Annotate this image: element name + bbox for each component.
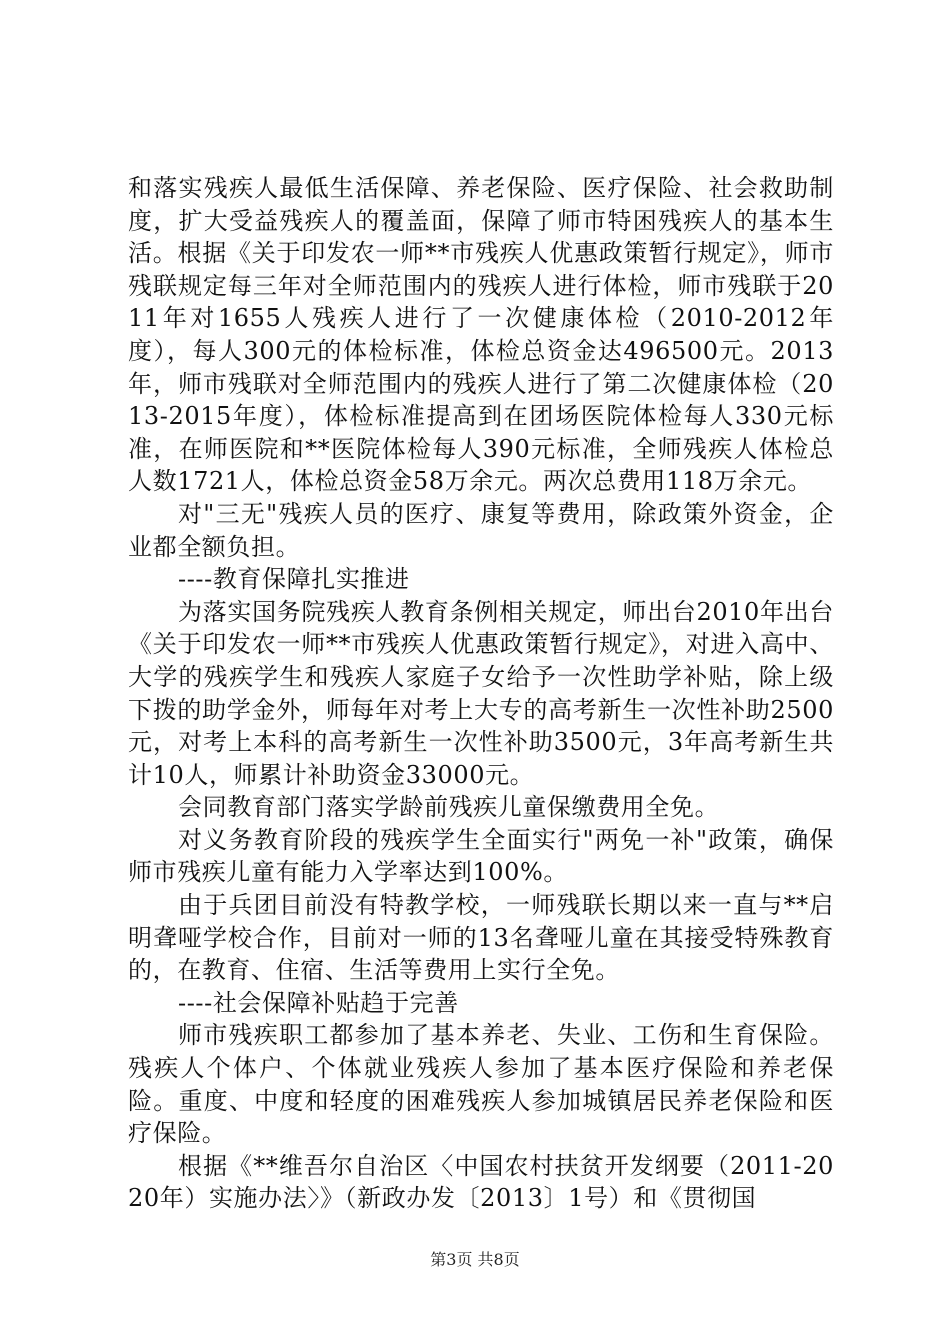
paragraph-education-subsidy: 为落实国务院残疾人教育条例相关规定，师出台2010年出台《关于印发农一师**市残疾人优惠政策暂行规定》，对进入高中、大学的残疾学生和残疾人家庭子女给予一次性助学补贴，除上级下拨的助学金外，师每年对考上大专的高考新生一次性补助2500元，对考上本科的高考新生一次性补助3500元，3年高考新生共计10人，师累计补助资金33000元。 <box>128 597 834 789</box>
page-number-footer: 第3页 共8页 <box>430 1250 520 1269</box>
section-heading-education: ----教育保障扎实推进 <box>178 565 410 594</box>
paragraph-compulsory-education: 对义务教育阶段的残疾学生全面实行"两免一补"政策，确保师市残疾儿童有能力入学率达到100%。 <box>128 825 834 887</box>
paragraph-preschool-fees: 会同教育部门落实学龄前残疾儿童保缴费用全免。 <box>178 793 720 822</box>
paragraph-deaf-school: 由于兵团目前没有特教学校，一师残联长期以来一直与**启明聋哑学校合作，目前对一师的13名聋哑儿童在其接受特殊教育的，在教育、住宿、生活等费用上实行全免。 <box>128 891 834 985</box>
section-heading-social-security: ----社会保障补贴趋于完善 <box>178 988 459 1017</box>
paragraph-three-no-persons: 对"三无"残疾人员的医疗、康复等费用，除政策外资金，企业都全额负担。 <box>128 499 834 561</box>
document-body <box>128 172 834 1215</box>
paragraph-social-insurance: 师市残疾职工都参加了基本养老、失业、工伤和生育保险。残疾人个体户、个体就业残疾人参加了基本医疗保险和养老保险。重度、中度和轻度的困难残疾人参加城镇居民养老保险和医疗保险。 <box>128 1021 834 1148</box>
paragraph-medical-insurance: 和落实残疾人最低生活保障、养老保险、医疗保险、社会救助制度，扩大受益残疾人的覆盖面，保障了师市特困残疾人的基本生活。根据《关于印发农一师**市残疾人优惠政策暂行规定》，师市残联规定每三年对全师范围内的残疾人进行体检，师市残联于2011年对1655人残疾人进行了一次健康体检（2010-2012年度），每人300元的体检标准，体检总资金达496500元。2013年，师市残联对全师范围内的残疾人进行了第二次健康体检（2013-2015年度），体检标准提高到在团场医院体检每人330元标准，在师医院和**医院体检每人390元标准，全师残疾人体检总人数1721人，体检总资金58万余元。两次总费用118万余元。 <box>128 174 834 496</box>
paragraph-poverty-alleviation: 根据《**维吾尔自治区〈中国农村扶贫开发纲要（2011-2020年）实施办法〉》（新政办发〔2013〕1号）和《贯彻国 <box>128 1151 834 1213</box>
